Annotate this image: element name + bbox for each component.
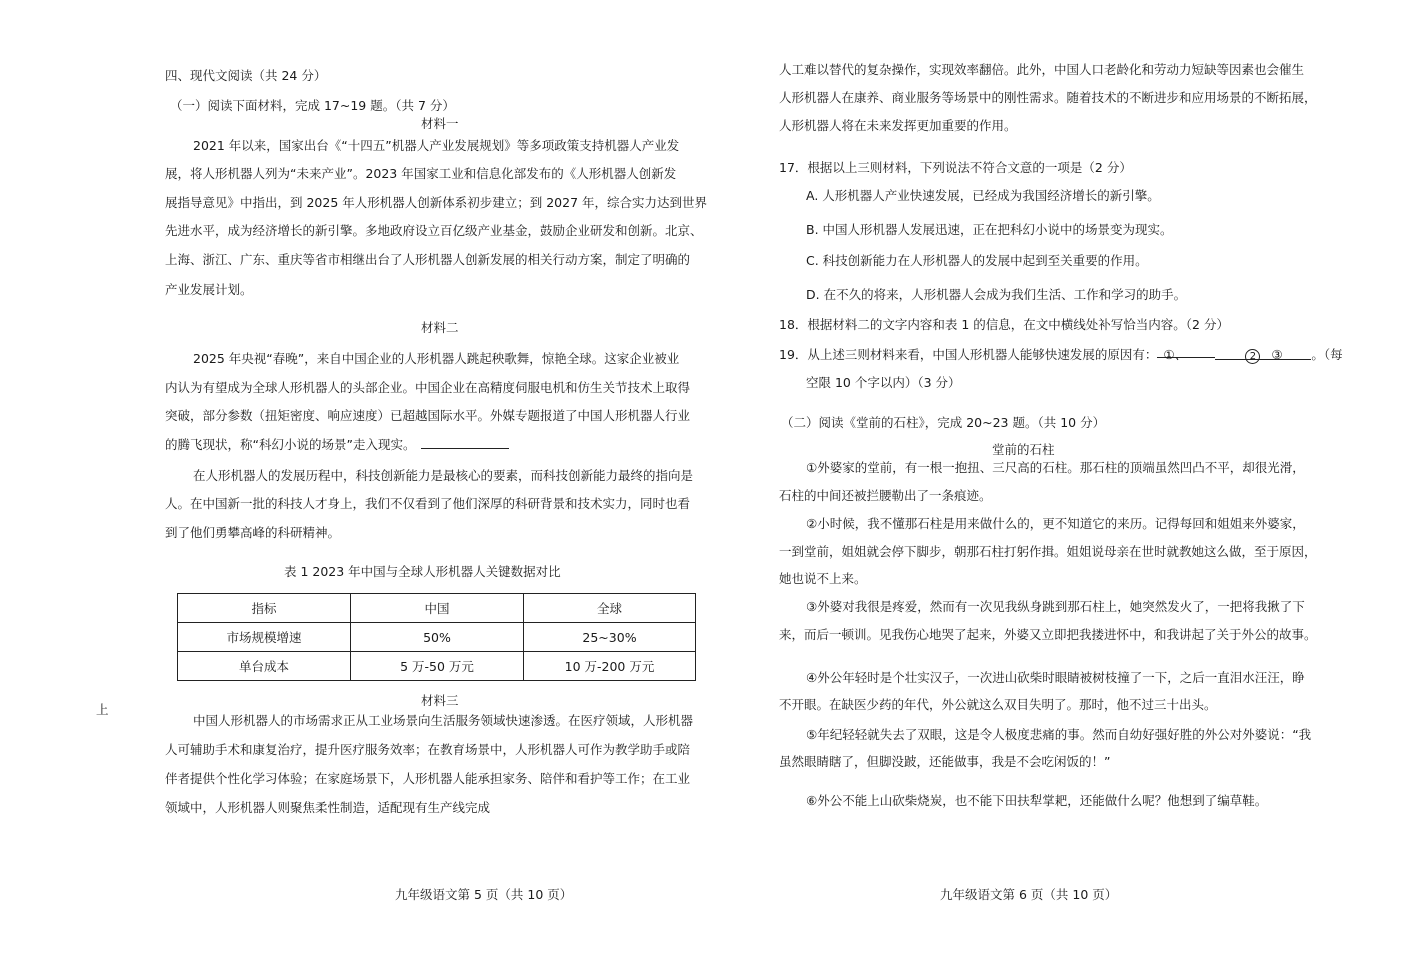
table-header-cell: 全球	[524, 594, 696, 623]
m2b-line: 人。在中国新一批的科技人才身上，我们不仅看到了他们深厚的科研背景和技术实力，同时也看	[165, 496, 691, 511]
q17-option-b: B. 中国人形机器人发展迅速，正在把科幻小说中的场景变为现实。	[806, 222, 1173, 237]
q19-text: 19．从上述三则材料来看，中国人形机器人能够快速发展的原因有：	[779, 347, 1158, 362]
table-cell: 25~30%	[524, 623, 696, 652]
m3-line: 人可辅助手术和康复治疗，提升医疗服务效率；在教育场景中，人形机器人可作为教学助手或陪	[165, 742, 691, 757]
story-line: 她也说不上来。	[779, 571, 867, 586]
m1-line: 上海、浙江、广东、重庆等省市相继出台了人形机器人创新发展的相关行动方案，制定了明确的	[165, 252, 691, 267]
question-17: 17．根据以上三则材料，下列说法不符合文意的一项是（2 分）	[779, 160, 1132, 175]
blank-label-1: ①、	[1163, 347, 1188, 362]
m3-line: 领域中，人形机器人则聚焦柔性制造，适配现有生产线完成	[165, 800, 491, 815]
part2-intro: （二）阅读《堂前的石柱》，完成 20~23 题。（共 10 分）	[781, 415, 1106, 430]
table-cell: 5 万-50 万元	[351, 652, 524, 681]
m1-line: 产业发展计划。	[165, 282, 253, 297]
story-line: ⑥外公不能上山砍柴烧炭，也不能下田扶犁掌耙，还能做什么呢？他想到了编草鞋。	[806, 793, 1268, 808]
m2b-line: 在人形机器人的发展历程中，科技创新能力是最核心的要素，而科技创新能力最终的指向是	[193, 468, 694, 483]
m2b-line: 到了他们勇攀高峰的科研精神。	[165, 525, 341, 540]
blank-label-3: ③	[1271, 347, 1283, 362]
answer-blank[interactable]	[421, 436, 509, 449]
story-line: 不开眼。在缺医少药的年代，外公就这么双目失明了。那时，他不过三十出头。	[779, 697, 1217, 712]
table-cell: 50%	[351, 623, 524, 652]
table-row	[178, 652, 696, 681]
m1-line: 先进水平，成为经济增长的新引擎。多地政府设立百亿级产业基金，鼓励企业研发和创新。北京、	[165, 223, 703, 238]
story-line: 石柱的中间还被拦腰勒出了一条痕迹。	[779, 488, 992, 503]
q17-option-a: A. 人形机器人产业快速发展，已经成为我国经济增长的新引擎。	[806, 188, 1160, 203]
section-title: 四、现代文阅读（共 24 分）	[165, 68, 327, 83]
table-cell: 市场规模增速	[178, 623, 351, 652]
question-19	[779, 345, 1343, 363]
q17-option-c: C. 科技创新能力在人形机器人的发展中起到至关重要的作用。	[806, 253, 1148, 268]
table-header-row	[178, 594, 696, 623]
q17-option-d: D. 在不久的将来，人形机器人会成为我们生活、工作和学习的助手。	[806, 287, 1187, 302]
data-table	[177, 593, 696, 681]
material3-title: 材料三	[421, 693, 459, 708]
q19-end: 。（每	[1311, 347, 1343, 362]
answer-blank-3[interactable]	[1265, 347, 1311, 360]
m1-line: 2021 年以来，国家出台《“十四五”机器人产业发展规划》等多项政策支持机器人产业发	[193, 138, 680, 153]
m3-line: 伴者提供个性化学习体验；在家庭场景下，人形机器人能承担家务、陪伴和看护等工作；在工业	[165, 771, 691, 786]
material2-title: 材料二	[421, 320, 459, 335]
page-footer-right: 九年级语文第 6 页（共 10 页）	[940, 887, 1118, 902]
m2-line: 的腾飞现状，称“科幻小说的场景”走入现实。	[165, 437, 416, 452]
m2-line-with-blank	[165, 435, 509, 453]
m1-line: 展指导意见》中指出，到 2025 年人形机器人创新体系初步建立；到 2027 年，综合实力达到世界	[165, 195, 708, 210]
question-18: 18．根据材料二的文字内容和表 1 的信息，在文中横线处补写恰当内容。（2 分）	[779, 317, 1229, 332]
story-title: 堂前的石柱	[992, 442, 1055, 457]
story-line: ④外公年轻时是个壮实汉子，一次进山砍柴时眼睛被树枝撞了一下，之后一直泪水汪汪，睁	[806, 670, 1305, 685]
cont-line: 人形机器人将在未来发挥更加重要的作用。	[779, 118, 1017, 133]
material1-title: 材料一	[421, 116, 459, 131]
m2-line: 内认为有望成为全球人形机器人的头部企业。中国企业在高精度伺服电机和仿生关节技术上取得	[165, 380, 691, 395]
table-header-cell: 指标	[178, 594, 351, 623]
answer-blank-2[interactable]	[1215, 347, 1265, 360]
cont-line: 人工难以替代的复杂操作，实现效率翻倍。此外，中国人口老龄化和劳动力短缺等因素也会催生	[779, 62, 1305, 77]
story-line: ①外婆家的堂前，有一根一抱扭、三尺高的石柱。那石柱的顶端虽然凹凸不平，却很光滑，	[806, 460, 1305, 475]
m2-line: 突破，部分参数（扭矩密度、响应速度）已超越国际水平。外媒专题报道了中国人形机器人行业	[165, 408, 691, 423]
margin-mark: 上	[96, 702, 109, 717]
blank-label-2: 2	[1245, 349, 1260, 364]
story-line: ⑤年纪轻轻就失去了双眼，这是令人极度悲痛的事。然而自幼好强好胜的外公对外婆说：“我	[806, 727, 1312, 742]
story-line: 虽然眼睛瞎了，但脚没跛，还能做事，我是不会吃闲饭的！”	[779, 754, 1111, 769]
answer-blank-1[interactable]	[1157, 345, 1215, 362]
m3-line: 中国人形机器人的市场需求正从工业场景向生活服务领域快速渗透。在医疗领域，人形机器	[193, 713, 694, 728]
page-footer-left: 九年级语文第 5 页（共 10 页）	[395, 887, 573, 902]
table-caption: 表 1 2023 年中国与全球人形机器人关键数据对比	[284, 564, 561, 579]
story-line: ②小时候，我不懂那石柱是用来做什么的，更不知道它的来历。记得每回和姐姐来外婆家，	[806, 516, 1305, 531]
story-line: 来，而后一顿训。见我伤心地哭了起来，外婆又立即把我搂进怀中，和我讲起了关于外公的故事。	[779, 627, 1317, 642]
part1-intro: （一）阅读下面材料，完成 17~19 题。（共 7 分）	[170, 98, 455, 113]
story-line: 一到堂前，姐姐就会停下脚步，朝那石柱打躬作揖。姐姐说母亲在世时就教她这么做，至于原因，	[779, 544, 1317, 559]
story-line: ③外婆对我很是疼爱，然而有一次见我纵身跳到那石柱上，她突然发火了，一把将我揪了下	[806, 599, 1305, 614]
cont-line: 人形机器人在康养、商业服务等场景中的刚性需求。随着技术的不断进步和应用场景的不断拓展，	[779, 90, 1317, 105]
table-header-cell: 中国	[351, 594, 524, 623]
question-19-cont: 空限 10 个字以内）（3 分）	[806, 375, 961, 390]
m1-line: 展，将人形机器人列为“未来产业”。2023 年国家工业和信息化部发布的《人形机器人创新发	[165, 166, 677, 181]
table-row	[178, 623, 696, 652]
m2-line: 2025 年央视“春晚”，来自中国企业的人形机器人跳起秧歌舞，惊艳全球。这家企业被业	[193, 351, 680, 366]
table-cell: 10 万-200 万元	[524, 652, 696, 681]
table-cell: 单台成本	[178, 652, 351, 681]
